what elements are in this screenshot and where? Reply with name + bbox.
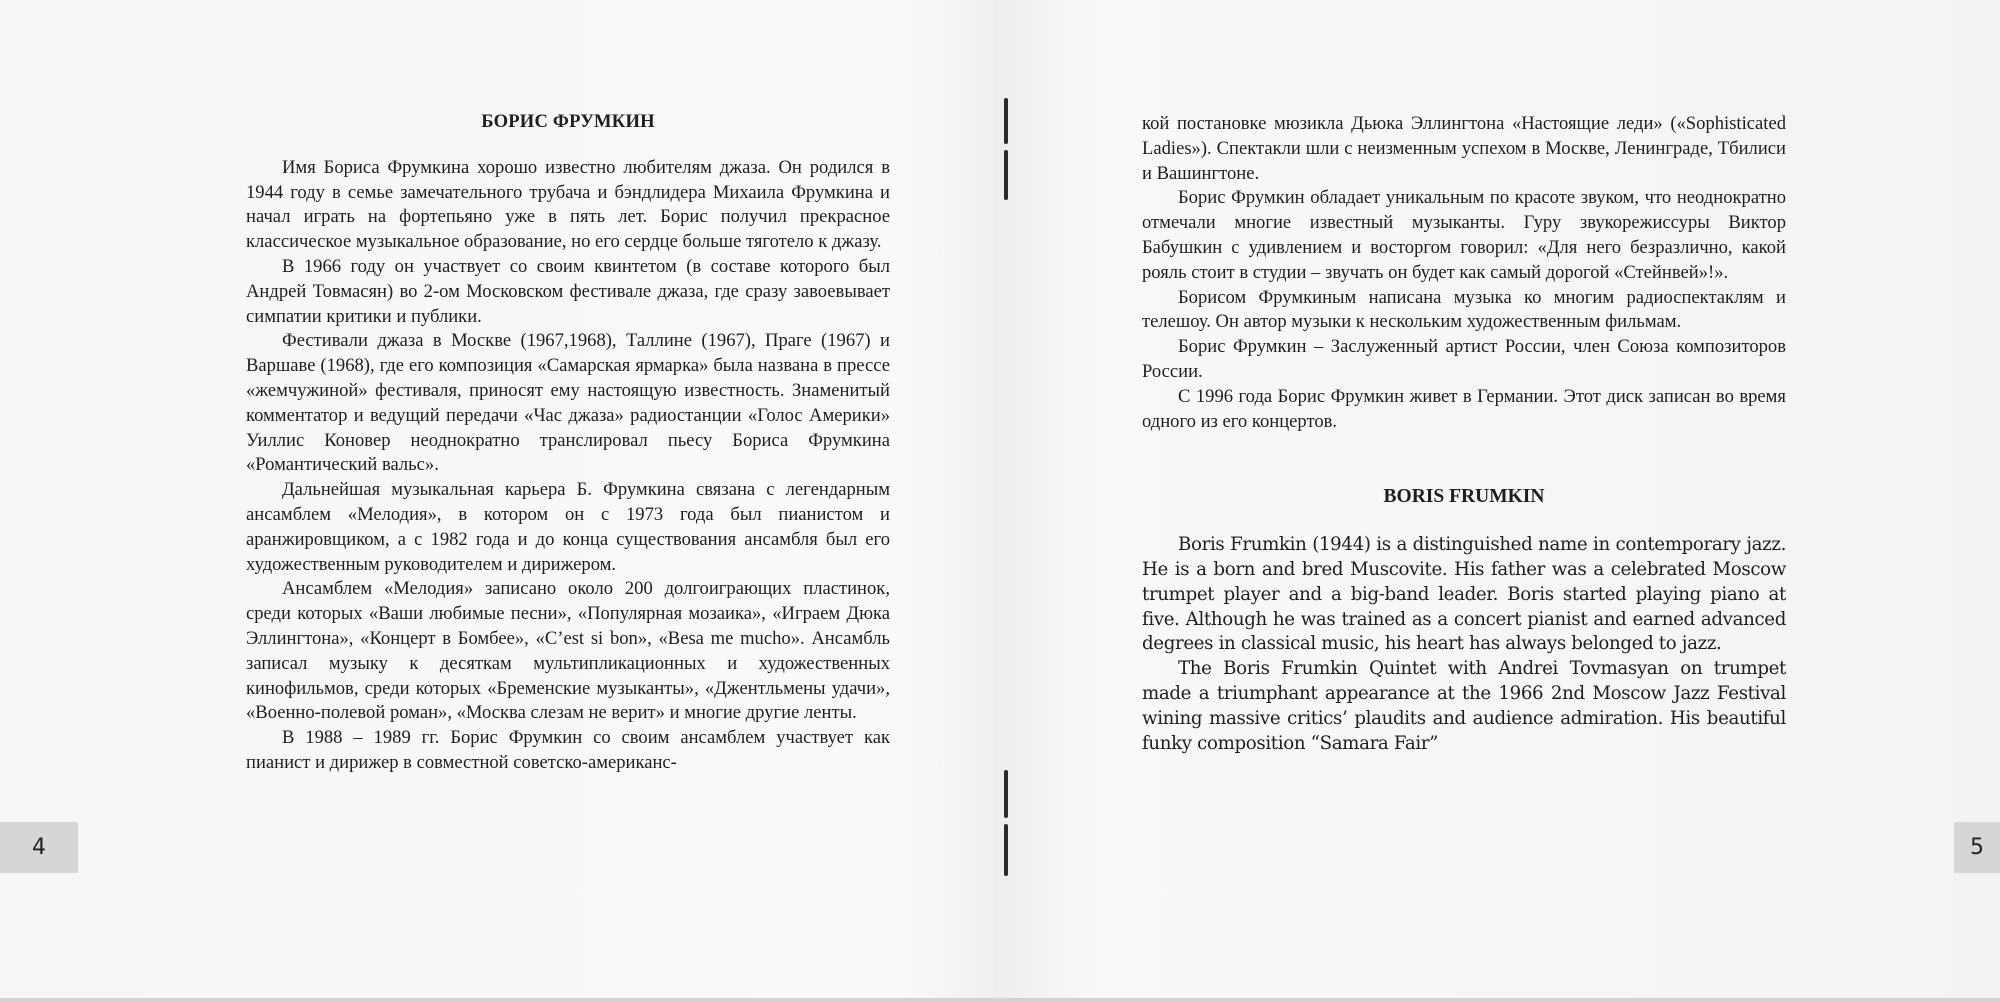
left-text-column — [246, 110, 890, 776]
paragraph: Фестивали джаза в Москве (1967,1968), Таллине (1967), Праге (1967) и Варшаве (1968), где его композиция «Самарская ярмарка» была названа в прессе «жемчужиной» фестиваля, приносят ему настоящую известность. Знаменитый комментатор и ведущий передачи «Час джаза» радиостанции «Голос Америки» Уиллис Коновер неоднократно транслировал пьесу Бориса Фрумкина «Романтический вальс». — [246, 330, 890, 476]
paragraph: The Boris Frumkin Quintet with Andrei Tovmasyan on trumpet made a triumphant appearance at the 1966 2nd Moscow Jazz Festival wining massive critics’ plaudits and audience admiration. His beautiful funky composition “Samara Fair” — [1142, 658, 1786, 754]
paragraph: Имя Бориса Фрумкина хорошо известно любителям джаза. Он родился в 1944 году в семье замечательного трубача и бэндлидера Михаила Фрумкина и начал играть на фортепьяно уже в пять лет. Борис получил прекрасное классическое музыкальное образование, но его сердце больше тяготело к джазу. — [246, 156, 890, 253]
paragraph: Ансамблем «Мелодия» записано около 200 долгоиграющих пластинок, среди которых «Ваши любимые песни», «Популярная мозаика», «Играем Дюка Эллингтона», «Концерт в Бомбее», «C’est si bon», «Besa me mucho». Ансамбль записал музыку к десяткам мультипликационных и художественных кинофильмов, среди которых «Бременские музыканты», «Джентльмены удачи», «Военно-полевой роман», «Москва слезам не верит» и многие другие ленты. — [246, 578, 890, 724]
page-number-right: 5 — [1954, 822, 2000, 873]
paragraph: Борис Фрумкин обладает уникальным по красоте звуком, что неоднократно отмечали многие известный музыканты. Гуру звукорежиссуры Виктор Бабушкин с удивлением и восторгом говорил: «Для него безразлично, какой рояль стоит в студии – звучать он будет как самый дорогой «Стейнвей»!». — [1142, 187, 1786, 283]
page-title-ru: БОРИС ФРУМКИН — [481, 111, 655, 132]
right-page — [1000, 0, 2000, 1002]
page-title-en: BORIS FRUMKIN — [1383, 486, 1545, 508]
paragraph: В 1988 – 1989 гг. Борис Фрумкин со своим ансамблем участвует как пианист и дирижер в совместной советско-американс- — [246, 727, 890, 773]
page-number-left: 4 — [0, 822, 78, 873]
paragraph: В 1966 году он участвует со своим квинтетом (в составе которого был Андрей Товмасян) во 2-ом Московском фестивале джаза, где сразу завоевывает симпатии критики и публики. — [246, 255, 890, 327]
paragraph: кой постановке мюзикла Дьюка Эллингтона «Настоящие леди» («Sophisticated Ladies»). Спектакли шли с неизменным успехом в Москве, Ленинграде, Тбилиси и Вашингтоне. — [1142, 113, 1786, 184]
paragraph: Дальнейшая музыкальная карьера Б. Фрумкина связана с легендарным ансамблем «Мелодия», в котором он с 1973 года был пианистом и аранжировщиком, а с 1982 года и до конца существования ансамбля был его художественным руководителем и дирижером. — [246, 479, 890, 575]
page-edge — [0, 998, 2000, 1002]
english-text — [1142, 533, 1786, 756]
paragraph: Борис Фрумкин – Заслуженный артист России, член Союза композиторов России. — [1142, 336, 1786, 382]
paragraph: С 1996 года Борис Фрумкин живет в Германии. Этот диск записан во время одного из его концертов. — [1142, 385, 1786, 432]
paragraph: Boris Frumkin (1944) is a distinguished name in contemporary jazz. He is a born and bred Muscovite. His father was a celebrated Moscow trumpet player and a big-band leader. Boris started playing piano at five. Although he was trained as a concert pianist and earned advanced degrees in classical music, his heart has always belonged to jazz. — [1142, 534, 1786, 655]
paragraph: Борисом Фрумкиным написана музыка ко многим радиоспектаклям и телешоу. Он автор музыки к нескольким художественным фильмам. — [1142, 286, 1786, 333]
right-text-column — [1142, 112, 1786, 756]
